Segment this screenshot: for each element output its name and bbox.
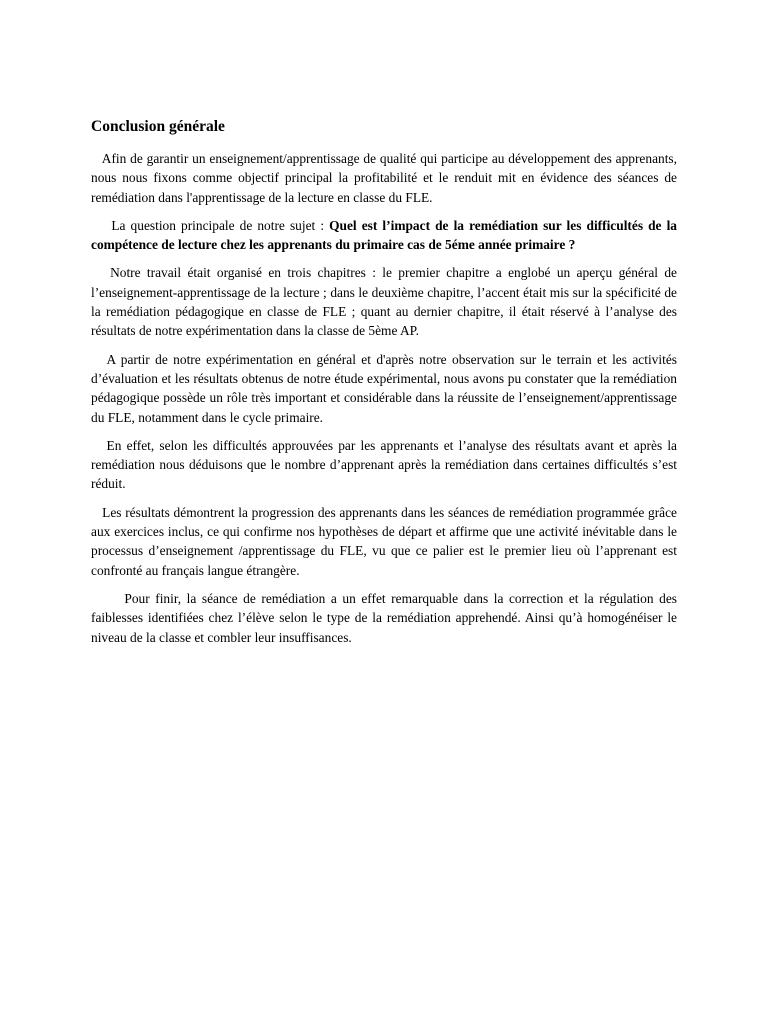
paragraph-7 (91, 589, 677, 647)
document-title: Conclusion générale (91, 118, 225, 135)
paragraph-indent (91, 591, 124, 606)
paragraph-6 (91, 503, 677, 580)
paragraph-text: Pour finir, la séance de remédiation a un effet remarquable dans la correction et la régulation des faiblesses identifiées chez l’élève selon le type de la remédiation apprehendé. Ainsi qu’à homogénéiser le niveau de la classe et combler leur insuffisances. (91, 590, 677, 645)
paragraph-indent (91, 265, 110, 280)
paragraph-text: Afin de garantir un enseignement/apprentissage de qualité qui participe au développement des apprenants, nous nous fixons comme objectif principal la profitabilité et le renduit mit en évidence des séances de remédiation dans l'apprentissage de la lecture en classe du FLE. (91, 151, 677, 205)
research-question: Quel est l’impact de la remédiation sur les difficultés de la compétence de lecture chez les apprenants du primaire cas de 5éme année primaire ? (91, 217, 677, 253)
paragraph-indent (91, 151, 102, 166)
paragraph-text: La question principale de notre sujet : (111, 217, 330, 233)
paragraph-text: En effet, selon les difficultés approuvées par les apprenants et l’analyse des résultats avant et après la remédiation nous déduisons que le nombre d’apprenant après la remédiation dans certaines difficultés s’est réduit. (91, 437, 677, 492)
paragraph-2 (91, 216, 677, 255)
paragraph-text: Les résultats démontrent la progression des apprenants dans les séances de remédiation programmée grâce aux exercices inclus, ce qui confirme nos hypothèses de départ et affirme que une activité inévitable dans le processus d’enseignement /apprentissage du FLE, vu que ce palier est le premier lieu où l’apprenant est confronté au français langue étrangère. (91, 504, 677, 578)
document-page (91, 116, 677, 656)
paragraph-indent (91, 218, 111, 233)
paragraph-text: Notre travail était organisé en trois chapitres : le premier chapitre a englobé un aperçu général de l’enseignement-apprentissage de la lecture ; dans le deuxième chapitre, l’accent était mis sur la spécificité de la remédiation pédagogique en classe de FLE ; quant au dernier chapitre, il était réservé à l’analyse des résultats de notre expérimentation dans la classe de 5ème AP. (91, 265, 677, 339)
paragraph-indent (91, 438, 107, 453)
paragraph-4 (91, 350, 677, 427)
paragraph-1 (91, 149, 677, 207)
paragraph-3 (91, 263, 677, 340)
paragraph-text: A partir de notre expérimentation en général et d'après notre observation sur le terrain et les activités d’évaluation et les résultats obtenus de notre étude expérimental, nous avons pu constater que la remédiation pédagogique possède un rôle très important et considérable dans la réussite de l’enseignement/apprentissage du FLE, notamment dans le cycle primaire. (91, 351, 677, 425)
paragraph-indent (91, 352, 106, 367)
paragraph-indent (91, 505, 102, 520)
paragraph-5 (91, 436, 677, 494)
